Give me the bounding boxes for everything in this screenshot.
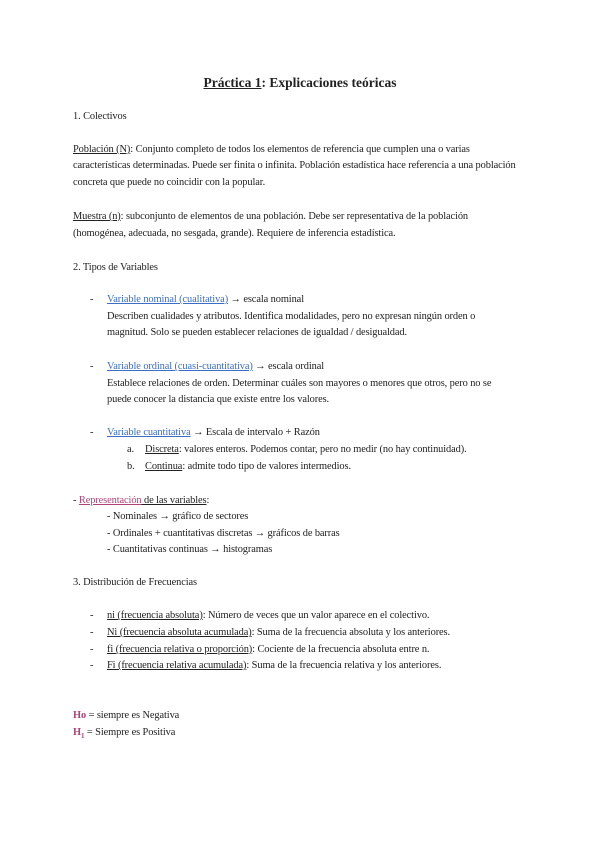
h0-line (73, 709, 179, 723)
bullet-dash: - (90, 610, 94, 621)
freq-item (107, 626, 450, 640)
h1-label: H (73, 727, 81, 738)
muestra-text-1: : subconjunto de elementos de una población. Debe ser representativa de la población (120, 211, 469, 222)
rep-item-2: - Ordinales + cuantitativas discretas → gráficos de barras (107, 528, 340, 539)
cuantitativa-line-1 (107, 426, 320, 440)
continua-line (145, 460, 351, 474)
page-title (0, 75, 600, 91)
nominal-link[interactable]: Variable nominal (cualitativa) (107, 294, 229, 305)
freq-text: : Suma de la frecuencia relativa y los anteriores. (246, 660, 442, 671)
discreta-line (145, 443, 467, 457)
poblacion-term: Población (N) (73, 144, 131, 155)
continua-text: : admite todo tipo de valores intermedios. (182, 461, 351, 472)
freq-item (107, 609, 429, 623)
rep-item-1: - Nominales → gráfico de sectores (107, 511, 249, 522)
ordinal-link[interactable]: Variable ordinal (cuasi-cuantitativa) (107, 361, 253, 372)
bullet-dash: - (90, 627, 94, 638)
freq-text: : Número de veces que un valor aparece en el colectivo. (202, 610, 430, 621)
freq-term: Ni (frecuencia absoluta acumulada) (107, 627, 252, 638)
representacion-mid: de las variables (141, 495, 207, 506)
cuantitativa-link[interactable]: Variable cuantitativa (107, 427, 191, 438)
ordinal-scale: → escala ordinal (252, 361, 325, 372)
nominal-scale: → escala nominal (228, 294, 304, 305)
ordinal-line-2: Establece relaciones de orden. Determinar cuáles son mayores o menores que otros, pero no se (107, 378, 492, 389)
bullet-dash: - (90, 361, 94, 372)
cuantitativa-scale: → Escala de intervalo + Razón (190, 427, 320, 438)
representacion-link[interactable]: Representación (78, 495, 142, 506)
title-rest: : Explicaciones teóricas (261, 75, 397, 90)
freq-term: ni (frecuencia absoluta) (107, 610, 203, 621)
bullet-dash: - (90, 644, 94, 655)
ordinal-line-1 (107, 360, 324, 374)
representacion-line (73, 494, 209, 508)
poblacion-text-1: : Conjunto completo de todos los elementos de referencia que cumplen una o varias (130, 144, 470, 155)
section-1-heading: 1. Colectivos (73, 111, 127, 122)
poblacion-line-1 (73, 143, 470, 157)
muestra-term: Muestra (n) (73, 211, 121, 222)
h1-line (73, 726, 175, 743)
poblacion-line-3: concreta que puede no coincidir con la popular. (73, 177, 266, 188)
discreta-term: Discreta (145, 444, 179, 455)
section-3-heading: 3. Distribución de Frecuencias (73, 577, 197, 588)
title-link-text: Práctica 1 (203, 75, 262, 90)
freq-item (107, 643, 429, 657)
ordinal-line-3: puede conocer la distancia que existe entre los valores. (107, 394, 330, 405)
bullet-dash: - (90, 660, 94, 671)
representacion-end: : (206, 495, 210, 506)
list-label-a: a. (127, 444, 135, 455)
representacion-prefix: - (73, 495, 79, 506)
freq-term: fi (frecuencia relativa o proporción) (107, 644, 253, 655)
list-label-b: b. (127, 461, 135, 472)
section-2-heading: 2. Tipos de Variables (73, 262, 158, 273)
freq-item (107, 659, 441, 673)
continua-term: Continua (145, 461, 183, 472)
freq-text: : Suma de la frecuencia absoluta y los anteriores. (251, 627, 451, 638)
nominal-line-2: Describen cualidades y atributos. Identifica modalidades, pero no expresan ningún orden o (107, 311, 476, 322)
bullet-dash: - (90, 294, 94, 305)
freq-text: : Cociente de la frecuencia absoluta entre n. (252, 644, 430, 655)
muestra-line-2: (homogénea, adecuada, no sesgada, grande). Requiere de inferencia estadística. (73, 228, 396, 239)
h0-label: Ho (73, 710, 87, 721)
h0-text: = siempre es Negativa (86, 710, 180, 721)
h1-text: = Siempre es Positiva (84, 727, 176, 738)
nominal-line-3: magnitud. Solo se pueden establecer relaciones de igualdad / desigualdad. (107, 327, 407, 338)
rep-item-3: - Cuantitativas continuas → histogramas (107, 544, 273, 555)
muestra-line-1 (73, 210, 468, 224)
nominal-line-1 (107, 293, 304, 307)
discreta-text: : valores enteros. Podemos contar, pero no medir (no hay continuidad). (178, 444, 467, 455)
poblacion-line-2: características determinadas. Puede ser finita o infinita. Población estadística hace referencia a una población (73, 160, 516, 171)
bullet-dash: - (90, 427, 94, 438)
h1-subscript: 1 (80, 732, 85, 741)
freq-term: Fi (frecuencia relativa acumulada) (107, 660, 247, 671)
